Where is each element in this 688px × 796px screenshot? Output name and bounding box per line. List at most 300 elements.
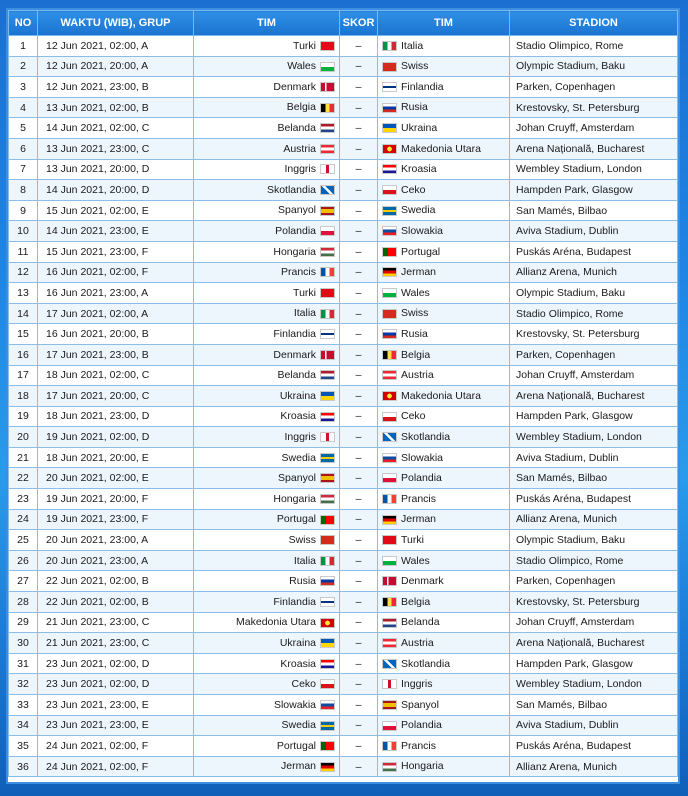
home-team-name: Ukraina (279, 390, 316, 402)
match-time-group: 18 Jun 2021, 23:00, D (38, 406, 194, 427)
match-number: 17 (9, 365, 38, 386)
away-team-name: Polandia (401, 472, 442, 485)
match-stadium: Aviva Stadium, Dublin (510, 715, 678, 736)
match-number: 34 (9, 715, 38, 736)
match-stadium: Hampden Park, Glasgow (510, 406, 678, 427)
home-team-cell (194, 489, 340, 510)
match-time-group: 12 Jun 2021, 23:00, B (38, 77, 194, 98)
match-number: 15 (9, 324, 38, 345)
home-team-cell (194, 468, 340, 489)
match-time-group: 20 Jun 2021, 23:00, A (38, 550, 194, 571)
match-score: – (340, 653, 378, 674)
away-flag-icon (382, 576, 397, 586)
table-row (9, 118, 678, 139)
match-number: 7 (9, 159, 38, 180)
home-team-cell (194, 138, 340, 159)
match-score: – (340, 447, 378, 468)
home-team-name: Portugal (276, 740, 316, 753)
home-team-name: Belanda (277, 122, 316, 135)
match-time-group: 19 Jun 2021, 02:00, D (38, 427, 194, 448)
match-score: – (340, 97, 378, 118)
home-flag-icon (320, 576, 335, 586)
home-flag-icon (320, 329, 335, 339)
home-flag-icon (320, 453, 335, 463)
away-team-cell (378, 180, 510, 201)
away-flag-icon (382, 741, 397, 751)
home-team-cell (194, 118, 340, 139)
match-score: – (340, 77, 378, 98)
home-team-cell (194, 695, 340, 716)
match-stadium: Krestovsky, St. Petersburg (510, 592, 678, 613)
table-row (9, 571, 678, 592)
match-time-group: 12 Jun 2021, 20:00, A (38, 56, 194, 77)
away-flag-icon (382, 41, 397, 51)
home-team-name: Turki (293, 287, 316, 300)
table-row (9, 180, 678, 201)
home-team-name: Kroasia (280, 657, 316, 670)
match-number: 20 (9, 427, 38, 448)
table-row (9, 77, 678, 98)
match-stadium: Puskás Aréna, Budapest (510, 241, 678, 262)
home-flag-icon (320, 700, 335, 710)
home-team-cell (194, 571, 340, 592)
match-time-group: 22 Jun 2021, 02:00, B (38, 592, 194, 613)
match-stadium: Aviva Stadium, Dublin (510, 221, 678, 242)
home-team-name: Spanyol (278, 472, 316, 485)
match-number: 11 (9, 241, 38, 262)
home-flag-icon (320, 350, 335, 360)
table-row (9, 633, 678, 654)
away-flag-icon (382, 391, 397, 401)
away-team-cell (378, 530, 510, 551)
away-team-cell (378, 303, 510, 324)
match-time-group: 13 Jun 2021, 02:00, B (38, 97, 194, 118)
away-flag-icon (382, 309, 397, 319)
match-score: – (340, 736, 378, 757)
away-team-name: Makedonia Utara (401, 390, 481, 402)
match-score: – (340, 180, 378, 201)
away-team-cell (378, 118, 510, 139)
match-stadium: Arena Națională, Bucharest (510, 386, 678, 407)
match-stadium: Wembley Stadium, London (510, 427, 678, 448)
home-team-cell (194, 509, 340, 530)
away-team-cell (378, 138, 510, 159)
match-stadium: Stadio Olimpico, Rome (510, 303, 678, 324)
match-stadium: Krestovsky, St. Petersburg (510, 324, 678, 345)
away-team-cell (378, 406, 510, 427)
home-flag-icon (320, 62, 335, 72)
match-stadium: Parken, Copenhagen (510, 344, 678, 365)
away-flag-icon (382, 762, 397, 772)
away-flag-icon (382, 226, 397, 236)
match-score: – (340, 221, 378, 242)
table-row (9, 447, 678, 468)
match-score: – (340, 530, 378, 551)
away-team-cell (378, 447, 510, 468)
away-team-name: Prancis (401, 492, 437, 505)
home-flag-icon (320, 144, 335, 154)
match-stadium: Olympic Stadium, Baku (510, 283, 678, 304)
match-number: 23 (9, 489, 38, 510)
match-number: 19 (9, 406, 38, 427)
match-stadium: Wembley Stadium, London (510, 674, 678, 695)
table-row (9, 592, 678, 613)
away-team-name: Jerman (401, 513, 437, 526)
match-stadium: Parken, Copenhagen (510, 77, 678, 98)
away-team-name: Prancis (401, 740, 437, 753)
away-flag-icon (382, 638, 397, 648)
home-team-name: Swedia (281, 719, 316, 732)
match-score: – (340, 138, 378, 159)
match-time-group: 13 Jun 2021, 23:00, C (38, 138, 194, 159)
away-team-cell (378, 97, 510, 118)
home-flag-icon (320, 391, 335, 401)
table-row (9, 695, 678, 716)
away-team-cell (378, 489, 510, 510)
match-score: – (340, 241, 378, 262)
home-team-cell (194, 427, 340, 448)
away-team-cell (378, 468, 510, 489)
away-team-name: Italia (401, 39, 424, 52)
away-team-cell (378, 365, 510, 386)
away-flag-icon (382, 412, 397, 422)
away-flag-icon (382, 350, 397, 360)
home-team-cell (194, 344, 340, 365)
match-stadium: Allianz Arena, Munich (510, 262, 678, 283)
home-flag-icon (320, 515, 335, 525)
home-team-name: Austria (283, 142, 316, 155)
home-team-cell (194, 736, 340, 757)
match-number: 13 (9, 283, 38, 304)
match-score: – (340, 695, 378, 716)
away-flag-icon (382, 659, 397, 669)
away-team-cell (378, 509, 510, 530)
away-team-cell (378, 612, 510, 633)
match-time-group: 24 Jun 2021, 02:00, F (38, 756, 194, 777)
table-row (9, 241, 678, 262)
home-team-name: Slowakia (273, 698, 316, 711)
match-number: 4 (9, 97, 38, 118)
home-team-name: Skotlandia (266, 184, 316, 197)
match-score: – (340, 324, 378, 345)
table-row (9, 653, 678, 674)
away-team-cell (378, 159, 510, 180)
away-team-cell (378, 695, 510, 716)
away-team-name: Inggris (401, 678, 433, 691)
away-team-name: Skotlandia (401, 431, 451, 444)
away-team-cell (378, 56, 510, 77)
table-row (9, 200, 678, 221)
home-team-cell (194, 283, 340, 304)
home-team-cell (194, 159, 340, 180)
match-number: 35 (9, 736, 38, 757)
home-flag-icon (320, 82, 335, 92)
away-flag-icon (382, 247, 397, 257)
match-stadium: Johan Cruyff, Amsterdam (510, 365, 678, 386)
table-row (9, 406, 678, 427)
away-team-name: Jerman (401, 266, 437, 279)
match-score: – (340, 633, 378, 654)
away-flag-icon (382, 288, 397, 298)
away-team-cell (378, 674, 510, 695)
home-team-cell (194, 674, 340, 695)
match-time-group: 24 Jun 2021, 02:00, F (38, 736, 194, 757)
home-team-name: Swedia (281, 451, 316, 464)
match-score: – (340, 550, 378, 571)
away-team-cell (378, 262, 510, 283)
match-time-group: 14 Jun 2021, 20:00, D (38, 180, 194, 201)
away-flag-icon (382, 370, 397, 380)
home-team-name: Prancis (280, 266, 316, 279)
match-stadium: Olympic Stadium, Baku (510, 530, 678, 551)
match-stadium: Stadio Olimpico, Rome (510, 36, 678, 57)
match-stadium: Arena Națională, Bucharest (510, 138, 678, 159)
home-team-name: Portugal (276, 513, 316, 526)
header-away-team: TIM (378, 11, 510, 36)
match-time-group: 23 Jun 2021, 23:00, E (38, 715, 194, 736)
away-team-name: Rusia (401, 328, 428, 341)
match-score: – (340, 756, 378, 777)
match-score: – (340, 56, 378, 77)
home-flag-icon (320, 267, 335, 277)
away-flag-icon (382, 515, 397, 525)
home-team-name: Jerman (280, 760, 316, 773)
table-row (9, 468, 678, 489)
table-row (9, 612, 678, 633)
header-stadium: STADION (510, 11, 678, 36)
away-flag-icon (382, 618, 397, 628)
match-number: 10 (9, 221, 38, 242)
home-flag-icon (320, 597, 335, 607)
home-flag-icon (320, 226, 335, 236)
match-number: 25 (9, 530, 38, 551)
match-time-group: 17 Jun 2021, 20:00, C (38, 386, 194, 407)
table-row (9, 365, 678, 386)
home-team-name: Belgia (286, 101, 316, 114)
away-team-cell (378, 77, 510, 98)
match-time-group: 19 Jun 2021, 23:00, F (38, 509, 194, 530)
home-flag-icon (320, 535, 335, 545)
match-number: 5 (9, 118, 38, 139)
home-team-cell (194, 612, 340, 633)
away-flag-icon (382, 62, 397, 72)
away-flag-icon (382, 123, 397, 133)
away-team-cell (378, 571, 510, 592)
match-stadium: Puskás Aréna, Budapest (510, 736, 678, 757)
home-flag-icon (320, 206, 335, 216)
away-flag-icon (382, 185, 397, 195)
away-team-name: Swedia (401, 204, 436, 217)
match-score: – (340, 365, 378, 386)
home-team-name: Hongaria (273, 492, 316, 505)
home-team-name: Wales (287, 60, 316, 73)
match-stadium: Johan Cruyff, Amsterdam (510, 612, 678, 633)
home-team-name: Makedonia Utara (236, 616, 316, 629)
away-team-name: Makedonia Utara (401, 142, 481, 155)
match-score: – (340, 571, 378, 592)
table-row (9, 509, 678, 530)
away-flag-icon (382, 103, 397, 113)
home-flag-icon (320, 412, 335, 422)
match-time-group: 20 Jun 2021, 02:00, E (38, 468, 194, 489)
table-row (9, 262, 678, 283)
match-number: 2 (9, 56, 38, 77)
match-score: – (340, 468, 378, 489)
home-team-name: Finlandia (273, 595, 316, 608)
match-time-group: 23 Jun 2021, 02:00, D (38, 653, 194, 674)
schedule-panel (6, 8, 680, 784)
away-team-cell (378, 324, 510, 345)
away-flag-icon (382, 82, 397, 92)
table-row (9, 674, 678, 695)
match-time-group: 12 Jun 2021, 02:00, A (38, 36, 194, 57)
match-number: 21 (9, 447, 38, 468)
home-team-name: Inggris (284, 431, 316, 444)
table-row (9, 715, 678, 736)
home-flag-icon (320, 618, 335, 628)
match-number: 12 (9, 262, 38, 283)
away-flag-icon (382, 494, 397, 504)
away-flag-icon (382, 206, 397, 216)
match-time-group: 17 Jun 2021, 02:00, A (38, 303, 194, 324)
home-team-name: Swiss (288, 534, 316, 547)
match-number: 28 (9, 592, 38, 613)
home-team-cell (194, 324, 340, 345)
away-team-cell (378, 756, 510, 777)
match-score: – (340, 592, 378, 613)
away-team-cell (378, 36, 510, 57)
match-number: 29 (9, 612, 38, 633)
away-flag-icon (382, 144, 397, 154)
home-flag-icon (320, 679, 335, 689)
match-score: – (340, 674, 378, 695)
away-flag-icon (382, 164, 397, 174)
home-team-cell (194, 180, 340, 201)
away-team-cell (378, 592, 510, 613)
away-team-name: Wales (401, 287, 430, 300)
match-score: – (340, 386, 378, 407)
home-team-cell (194, 200, 340, 221)
match-stadium: San Mamés, Bilbao (510, 695, 678, 716)
away-team-name: Belanda (401, 616, 440, 629)
table-row (9, 386, 678, 407)
match-number: 32 (9, 674, 38, 695)
match-score: – (340, 283, 378, 304)
away-flag-icon (382, 556, 397, 566)
match-number: 16 (9, 344, 38, 365)
match-score: – (340, 715, 378, 736)
match-stadium: San Mamés, Bilbao (510, 468, 678, 489)
away-team-name: Austria (401, 637, 434, 650)
match-time-group: 16 Jun 2021, 02:00, F (38, 262, 194, 283)
match-stadium: Parken, Copenhagen (510, 571, 678, 592)
away-flag-icon (382, 679, 397, 689)
home-flag-icon (320, 473, 335, 483)
away-team-name: Skotlandia (401, 657, 451, 670)
match-score: – (340, 406, 378, 427)
away-team-cell (378, 633, 510, 654)
away-flag-icon (382, 721, 397, 731)
match-stadium: Hampden Park, Glasgow (510, 653, 678, 674)
away-team-name: Ceko (401, 410, 426, 423)
away-flag-icon (382, 432, 397, 442)
away-team-name: Portugal (401, 245, 441, 258)
match-score: – (340, 159, 378, 180)
home-team-cell (194, 447, 340, 468)
home-team-cell (194, 386, 340, 407)
home-team-name: Ukraina (279, 637, 316, 650)
away-team-name: Hongaria (401, 760, 444, 773)
home-team-name: Belanda (277, 369, 316, 382)
match-time-group: 18 Jun 2021, 20:00, E (38, 447, 194, 468)
header-row (9, 11, 678, 36)
away-team-name: Austria (401, 369, 434, 382)
match-time-group: 23 Jun 2021, 02:00, D (38, 674, 194, 695)
away-team-cell (378, 427, 510, 448)
away-team-cell (378, 736, 510, 757)
home-team-name: Ceko (291, 678, 316, 691)
table-row (9, 303, 678, 324)
table-row (9, 283, 678, 304)
home-team-cell (194, 653, 340, 674)
home-team-name: Italia (293, 307, 316, 320)
away-team-name: Swiss (401, 60, 429, 73)
away-team-name: Belgia (401, 595, 431, 608)
home-team-cell (194, 77, 340, 98)
home-flag-icon (320, 288, 335, 298)
home-team-cell (194, 221, 340, 242)
match-score: – (340, 344, 378, 365)
table-row (9, 159, 678, 180)
header-no: NO (9, 11, 38, 36)
match-time-group: 14 Jun 2021, 02:00, C (38, 118, 194, 139)
match-score: – (340, 489, 378, 510)
match-number: 22 (9, 468, 38, 489)
match-stadium: Hampden Park, Glasgow (510, 180, 678, 201)
away-flag-icon (382, 597, 397, 607)
table-row (9, 489, 678, 510)
match-number: 30 (9, 633, 38, 654)
away-team-name: Ukraina (401, 122, 438, 135)
match-score: – (340, 303, 378, 324)
match-stadium: Krestovsky, St. Petersburg (510, 97, 678, 118)
home-flag-icon (320, 41, 335, 51)
table-row (9, 97, 678, 118)
table-row (9, 736, 678, 757)
table-row (9, 221, 678, 242)
home-team-cell (194, 303, 340, 324)
match-number: 36 (9, 756, 38, 777)
away-team-name: Slowakia (401, 225, 444, 238)
home-flag-icon (320, 638, 335, 648)
away-flag-icon (382, 453, 397, 463)
home-flag-icon (320, 762, 335, 772)
home-flag-icon (320, 721, 335, 731)
away-team-name: Spanyol (401, 698, 439, 711)
match-time-group: 17 Jun 2021, 23:00, B (38, 344, 194, 365)
home-flag-icon (320, 164, 335, 174)
header-home-team: TIM (194, 11, 340, 36)
away-team-cell (378, 715, 510, 736)
match-stadium: Johan Cruyff, Amsterdam (510, 118, 678, 139)
away-team-name: Rusia (401, 101, 428, 114)
match-number: 27 (9, 571, 38, 592)
home-flag-icon (320, 741, 335, 751)
schedule-table (8, 10, 678, 777)
match-number: 3 (9, 77, 38, 98)
away-team-cell (378, 241, 510, 262)
away-team-name: Polandia (401, 719, 442, 732)
